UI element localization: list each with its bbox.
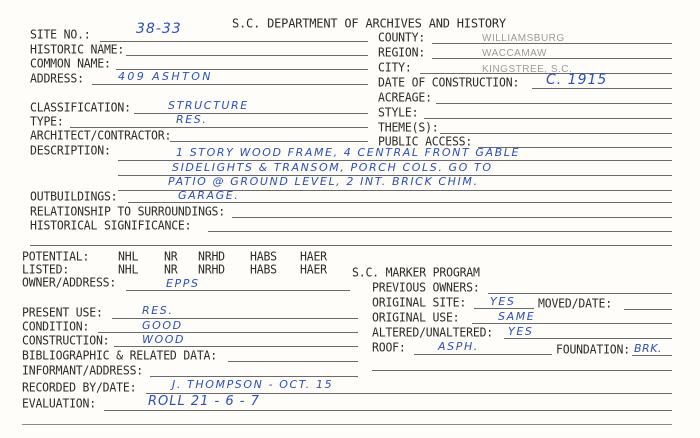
roof-value: ASPH. <box>438 340 479 353</box>
county-label: COUNTY: <box>378 29 426 45</box>
type-value: RES. <box>176 113 208 126</box>
bottom-rule <box>22 424 672 425</box>
classification-value: STRUCTURE <box>168 99 249 112</box>
date-of-construction-line <box>532 88 672 89</box>
roof-line <box>414 354 552 355</box>
type-label: TYPE: <box>30 113 64 129</box>
construction-value: WOOD <box>142 333 186 346</box>
classification-line <box>134 113 368 114</box>
condition-line <box>98 332 358 333</box>
foundation-line <box>632 355 672 356</box>
description-label: DESCRIPTION: <box>30 142 111 158</box>
style-label: STYLE: <box>378 104 419 120</box>
region-line <box>432 58 672 59</box>
evaluation-line <box>104 410 672 411</box>
original-site-value: YES <box>490 295 516 308</box>
relationship-line <box>232 217 672 218</box>
original-use-value: SAME <box>498 310 536 323</box>
owner-address-line <box>126 290 350 291</box>
site-no-label: SITE NO.: <box>30 26 91 42</box>
style-line <box>424 118 672 119</box>
moved-date-line <box>624 309 672 310</box>
themes-line <box>440 133 672 134</box>
potential-haer: HAER <box>300 248 327 264</box>
condition-label: CONDITION: <box>22 318 90 334</box>
listed-habs: HABS <box>250 261 277 277</box>
date-of-construction-value: C. 1915 <box>546 72 608 88</box>
original-use-line <box>472 323 672 324</box>
construction-label: CONSTRUCTION: <box>22 332 110 348</box>
architect-label: ARCHITECT/CONTRACTOR: <box>30 127 172 143</box>
construction-line <box>114 346 358 347</box>
altered-label: ALTERED/UNALTERED: <box>372 324 494 340</box>
present-use-label: PRESENT USE: <box>22 304 103 320</box>
potential-habs: HABS <box>250 248 277 264</box>
informant-label: INFORMANT/ADDRESS: <box>22 362 144 378</box>
agency-title: S.C. DEPARTMENT OF ARCHIVES AND HISTORY <box>232 15 506 31</box>
potential-nr: NR <box>164 248 178 264</box>
listed-nrhd: NRHD <box>198 261 225 277</box>
outbuildings-line <box>128 202 672 203</box>
present-use-value: RES. <box>142 304 174 317</box>
informant-line <box>150 376 358 377</box>
description-line-2-text: SIDELIGHTS & TRANSOM, PORCH COLS. GO TO <box>172 161 493 174</box>
bibliographic-line <box>228 361 358 362</box>
altered-value: YES <box>508 325 534 338</box>
site-no-value: 38-33 <box>136 21 182 37</box>
address-label: ADDRESS: <box>30 70 84 86</box>
potential-label: POTENTIAL: <box>22 248 90 264</box>
previous-owners-line <box>488 293 672 294</box>
recorded-by-label: RECORDED BY/DATE: <box>22 379 137 395</box>
historical-significance-line-1 <box>208 231 672 232</box>
relationship-label: RELATIONSHIP TO SURROUNDINGS: <box>30 203 225 219</box>
acreage-label: ACREAGE: <box>378 89 432 105</box>
original-site-label: ORIGINAL SITE: <box>372 294 467 310</box>
city-preprinted: KINGSTREE, S.C. <box>482 64 573 75</box>
historic-name-label: HISTORIC NAME: <box>30 41 125 57</box>
acreage-line <box>436 103 672 104</box>
region-label: REGION: <box>378 44 426 60</box>
county-preprinted: WILLIAMSBURG <box>482 33 565 44</box>
classification-label: CLASSIFICATION: <box>30 99 131 115</box>
date-of-construction-label: DATE OF CONSTRUCTION: <box>378 74 520 90</box>
outbuildings-value: GARAGE. <box>178 189 240 202</box>
public-access-label: PUBLIC ACCESS: <box>378 133 473 149</box>
address-line <box>92 84 368 85</box>
foundation-label: FOUNDATION: <box>556 341 630 357</box>
informant-line-right <box>372 370 672 371</box>
listed-label: LISTED: <box>22 261 70 277</box>
moved-date-label: MOVED/DATE: <box>538 295 612 311</box>
potential-nrhd: NRHD <box>198 248 225 264</box>
description-line-1-text: 1 STORY WOOD FRAME, 4 CENTRAL FRONT GABLE <box>176 146 521 159</box>
site-no-line <box>100 41 368 42</box>
altered-line <box>504 338 672 339</box>
historic-name-line <box>126 55 368 56</box>
common-name-label: COMMON NAME: <box>30 55 111 71</box>
outbuildings-label: OUTBUILDINGS: <box>30 188 118 204</box>
condition-value: GOOD <box>142 319 183 332</box>
address-value: 409 ASHTON <box>118 70 213 83</box>
region-preprinted: WACCAMAW <box>482 48 547 59</box>
evaluation-value: ROLL 21 - 6 - 7 <box>148 394 260 409</box>
potential-nhl: NHL <box>118 248 139 264</box>
listed-haer: HAER <box>300 261 327 277</box>
historical-significance-label: HISTORICAL SIGNIFICANCE: <box>30 217 192 233</box>
foundation-value: BRK. <box>634 342 662 355</box>
original-site-line <box>474 308 534 309</box>
owner-value: EPPS <box>166 277 200 290</box>
original-use-label: ORIGINAL USE: <box>372 309 460 325</box>
recorded-by-value: J. THOMPSON - OCT. 15 <box>172 378 334 391</box>
bibliographic-label: BIBLIOGRAPHIC & RELATED DATA: <box>22 347 217 363</box>
roof-label: ROOF: <box>372 339 406 355</box>
previous-owners-label: PREVIOUS OWNERS: <box>372 279 480 295</box>
listed-nr: NR <box>164 261 178 277</box>
historical-significance-line-2 <box>30 245 672 246</box>
themes-label: THEME(S): <box>378 119 439 135</box>
owner-address-label: OWNER/ADDRESS: <box>22 274 117 290</box>
city-label: CITY: <box>378 59 412 75</box>
marker-program-label: S.C. MARKER PROGRAM <box>352 264 480 280</box>
evaluation-label: EVALUATION: <box>22 395 96 411</box>
listed-nhl: NHL <box>118 261 139 277</box>
description-line-3-text: PATIO @ GROUND LEVEL, 2 INT. BRICK CHIM. <box>168 175 479 188</box>
architect-line <box>170 141 368 142</box>
